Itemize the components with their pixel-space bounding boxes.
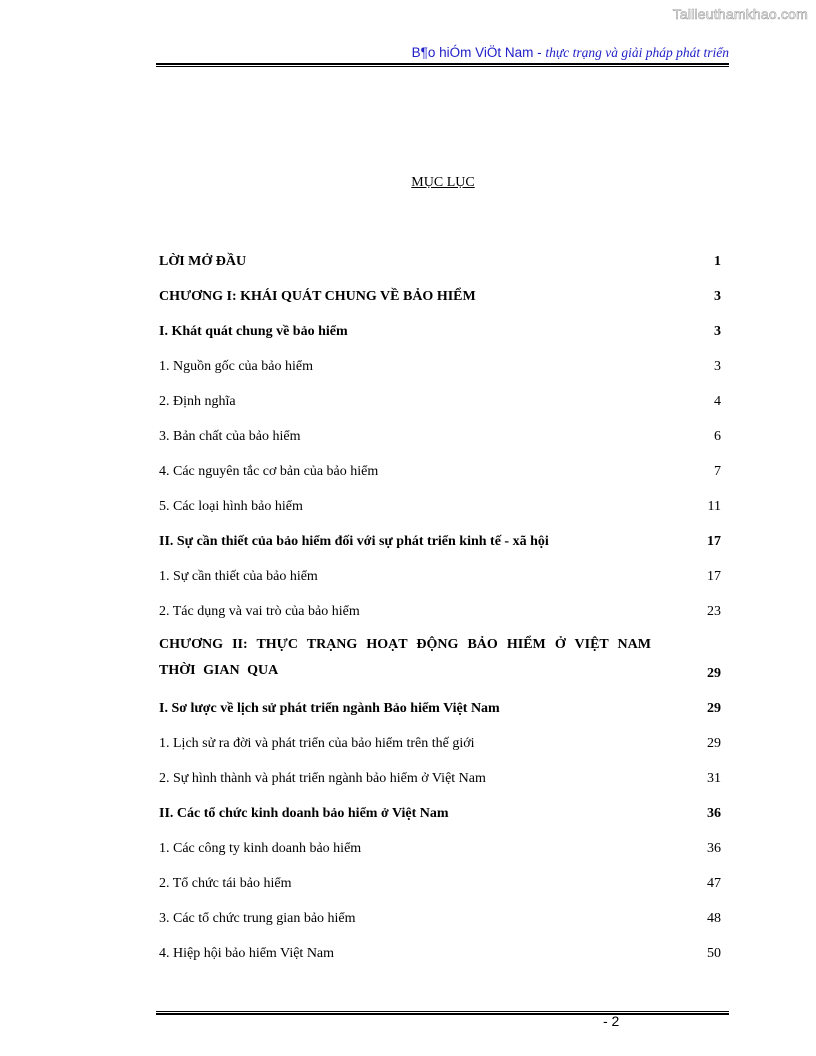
toc-entry-title: 2. Tổ chức tái bảo hiểm [159, 876, 292, 891]
header-subtitle: thực trạng và giải pháp phát triển [545, 45, 729, 60]
toc-entry-title: CHƯƠNG I: KHÁI QUÁT CHUNG VỀ BẢO HIỂM [159, 289, 476, 304]
toc-title: MỤC LỤC [411, 175, 475, 190]
header-rule [156, 63, 729, 67]
toc-entry[interactable] [159, 684, 721, 719]
toc-entry-title: 1. Nguồn gốc của bảo hiểm [159, 359, 313, 374]
toc-entry[interactable] [159, 552, 721, 587]
toc-entry-page: 47 [707, 876, 721, 891]
toc-entry-page: 36 [707, 806, 721, 821]
toc-entry[interactable] [159, 859, 721, 894]
toc-entry-title: 2. Sự hình thành và phát triển ngành bảo hiểm ở Việt Nam [159, 771, 486, 786]
toc-entry-page: 48 [707, 911, 721, 926]
toc-entry-page: 29 [707, 736, 721, 751]
toc-entry-title: II. Sự cần thiết của bảo hiểm đối với sự phát triển kinh tế - xã hội [159, 534, 549, 549]
table-of-contents [159, 237, 721, 964]
toc-entry-title: 4. Hiệp hội bảo hiểm Việt Nam [159, 946, 335, 961]
toc-entry-page: 36 [707, 841, 721, 856]
toc-entry-title: 3. Bản chất của bảo hiểm [159, 429, 301, 444]
toc-entry-title: 4. Các nguyên tắc cơ bản của bảo hiểm [159, 464, 379, 479]
toc-entry-title: 2. Tác dụng và vai trò của bảo hiểm [159, 604, 360, 619]
toc-entry[interactable] [159, 342, 721, 377]
toc-entry-page: 50 [707, 946, 721, 961]
toc-entry[interactable] [159, 719, 721, 754]
header-title: B¶o hiÓm ViÖt Nam - [411, 45, 546, 60]
toc-entry-page: 7 [714, 464, 721, 479]
toc-entry-page: 3 [714, 324, 721, 339]
toc-entry[interactable] [159, 789, 721, 824]
toc-entry[interactable] [159, 307, 721, 342]
toc-entry-page: 11 [707, 499, 721, 514]
toc-entry-page: 6 [714, 429, 721, 444]
toc-entry-title: II. Các tổ chức kinh doanh bảo hiểm ở Việt Nam [159, 806, 449, 821]
watermark: Tailieuthamkhao.com [672, 6, 808, 22]
toc-entry-title: 1. Các công ty kinh doanh bảo hiểm [159, 841, 362, 856]
toc-entry[interactable] [159, 272, 721, 307]
toc-entry[interactable] [159, 412, 721, 447]
toc-entry[interactable] [159, 377, 721, 412]
toc-entry[interactable] [159, 447, 721, 482]
toc-entry[interactable] [159, 237, 721, 272]
toc-entry-page: 1 [714, 254, 721, 269]
toc-entry-title: 2. Định nghĩa [159, 394, 236, 409]
toc-entry-page: 17 [707, 569, 721, 584]
toc-entry-page: 29 [707, 701, 721, 716]
toc-entry[interactable] [159, 587, 721, 622]
toc-entry[interactable] [159, 622, 721, 684]
toc-entry[interactable] [159, 894, 721, 929]
running-header [156, 45, 729, 63]
toc-entry-title: CHƯƠNG II: THỰC TRẠNG HOẠT ĐỘNG BẢO HIỂM Ở VIỆT NAM THỜI GIAN QUA [159, 637, 651, 678]
footer-rule [156, 1011, 729, 1015]
toc-entry-title: 1. Lịch sử ra đời và phát triển của bảo hiểm trên thế giới [159, 736, 475, 751]
toc-entry[interactable] [159, 754, 721, 789]
toc-entry-page: 3 [714, 289, 721, 304]
toc-entry-title: 1. Sự cần thiết của bảo hiểm [159, 569, 318, 584]
toc-entry-title: 5. Các loại hình bảo hiểm [159, 499, 303, 514]
toc-entry-page: 3 [714, 359, 721, 374]
toc-entry-title: LỜI MỞ ĐẦU [159, 254, 247, 269]
toc-entry[interactable] [159, 517, 721, 552]
toc-entry-title: I. Sơ lược về lịch sử phát triển ngành Bảo hiểm Việt Nam [159, 701, 500, 716]
toc-entry[interactable] [159, 482, 721, 517]
toc-entry-title: I. Khát quát chung về bảo hiểm [159, 324, 348, 339]
toc-entry-page: 23 [707, 604, 721, 619]
toc-entry-page: 17 [707, 534, 721, 549]
toc-entry-title: 3. Các tổ chức trung gian bảo hiểm [159, 911, 356, 926]
page-number: - 2 [603, 1013, 620, 1029]
toc-entry[interactable] [159, 824, 721, 859]
toc-entry-page: 29 [707, 666, 721, 681]
toc-entry-page: 4 [714, 394, 721, 409]
toc-entry[interactable] [159, 929, 721, 964]
toc-entry-page: 31 [707, 771, 721, 786]
